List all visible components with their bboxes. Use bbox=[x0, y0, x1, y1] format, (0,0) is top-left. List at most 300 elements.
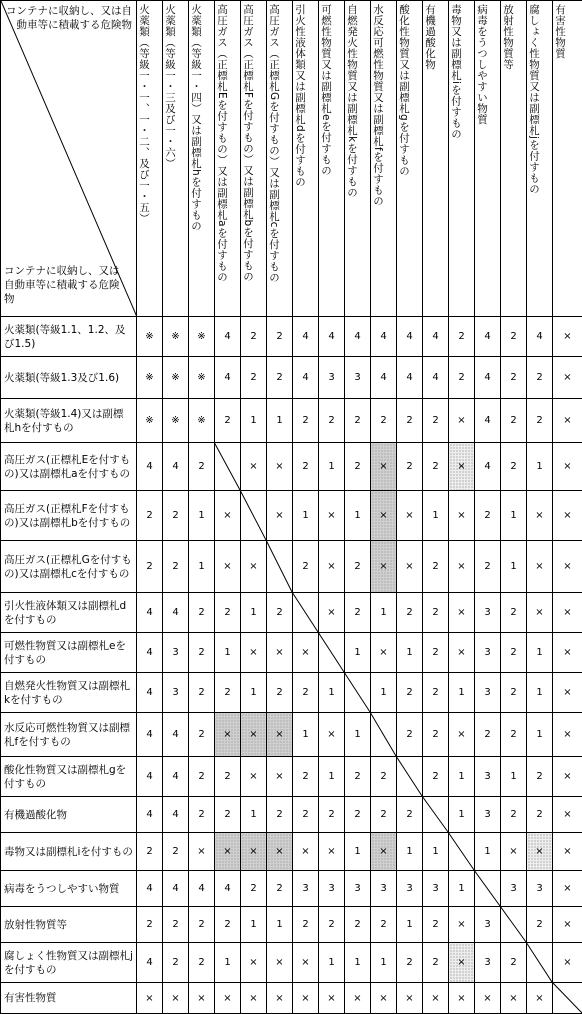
table-cell: 2 bbox=[501, 673, 527, 713]
row-header: 火薬類(等級1.4)又は副標札hを付すもの bbox=[1, 399, 137, 443]
table-cell: 1 bbox=[345, 943, 371, 983]
table-cell: 2 bbox=[137, 491, 163, 541]
table-cell: 1 bbox=[241, 797, 267, 833]
table-cell: ※ bbox=[163, 399, 189, 443]
table-cell: 3 bbox=[371, 871, 397, 907]
table-cell: × bbox=[319, 593, 345, 633]
table-cell: 2 bbox=[397, 713, 423, 757]
table-cell: 2 bbox=[293, 907, 319, 943]
table-cell: 1 bbox=[371, 593, 397, 633]
table-cell: 2 bbox=[241, 871, 267, 907]
table-cell: 2 bbox=[215, 593, 241, 633]
column-header bbox=[241, 1, 267, 317]
table-cell: 1 bbox=[449, 673, 475, 713]
column-header-label: 自燃発火性物質又は副標札kを付すもの bbox=[345, 4, 360, 314]
table-cell: 2 bbox=[163, 833, 189, 871]
table-cell: 2 bbox=[527, 907, 553, 943]
table-row bbox=[1, 713, 582, 757]
table-cell: × bbox=[241, 943, 267, 983]
row-header: 高圧ガス(正標札Fを付すもの)又は副標札bを付すもの bbox=[1, 491, 137, 541]
table-cell: 2 bbox=[267, 871, 293, 907]
table-cell: 2 bbox=[475, 541, 501, 593]
column-header-label: 高圧ガス（正標札Fを付すもの）又は副標札bを付すもの bbox=[241, 4, 256, 314]
table-cell bbox=[215, 443, 241, 491]
table-cell: 2 bbox=[475, 713, 501, 757]
table-cell: × bbox=[527, 491, 553, 541]
table-cell: × bbox=[319, 713, 345, 757]
table-cell bbox=[371, 713, 397, 757]
table-cell: 2 bbox=[293, 541, 319, 593]
table-cell: 2 bbox=[527, 797, 553, 833]
table-cell: 2 bbox=[163, 907, 189, 943]
table-cell: 2 bbox=[449, 357, 475, 399]
corner-cell bbox=[1, 1, 137, 317]
table-cell: 2 bbox=[371, 757, 397, 797]
table-cell: 4 bbox=[423, 317, 449, 357]
table-cell: × bbox=[241, 833, 267, 871]
table-cell: × bbox=[371, 983, 397, 1014]
table-cell: × bbox=[397, 491, 423, 541]
row-header: 引火性液体類又は副標札dを付すもの bbox=[1, 593, 137, 633]
column-header bbox=[267, 1, 293, 317]
table-cell: 2 bbox=[267, 593, 293, 633]
table-cell: 2 bbox=[345, 399, 371, 443]
table-cell: ※ bbox=[163, 357, 189, 399]
table-cell: 2 bbox=[189, 907, 215, 943]
table-cell: × bbox=[137, 983, 163, 1014]
table-cell: 2 bbox=[501, 357, 527, 399]
table-cell: 2 bbox=[267, 357, 293, 399]
table-cell: 1 bbox=[319, 673, 345, 713]
row-header: 有害性物質 bbox=[1, 983, 137, 1014]
table-cell: 1 bbox=[371, 943, 397, 983]
column-header-label: 有害性物質 bbox=[553, 4, 568, 314]
table-cell: 4 bbox=[397, 357, 423, 399]
table-cell: 4 bbox=[163, 443, 189, 491]
table-cell: 1 bbox=[241, 399, 267, 443]
table-cell: × bbox=[215, 541, 241, 593]
column-header-label: 可燃性物質又は副標札eを付すもの bbox=[319, 4, 334, 314]
column-header bbox=[423, 1, 449, 317]
table-cell: 2 bbox=[189, 673, 215, 713]
table-cell: 1 bbox=[527, 633, 553, 673]
row-header: 病毒をうつしやすい物質 bbox=[1, 871, 137, 907]
table-cell: 1 bbox=[371, 673, 397, 713]
table-cell: 1 bbox=[345, 491, 371, 541]
table-cell: 1 bbox=[293, 713, 319, 757]
table-cell: × bbox=[449, 491, 475, 541]
table-cell: 2 bbox=[527, 399, 553, 443]
table-cell: 2 bbox=[293, 673, 319, 713]
table-cell: ※ bbox=[137, 357, 163, 399]
table-cell: 1 bbox=[345, 713, 371, 757]
column-header-label: 病毒をうつしやすい物質 bbox=[475, 4, 490, 314]
table-cell: × bbox=[319, 541, 345, 593]
table-cell: 2 bbox=[241, 357, 267, 399]
table-cell: 1 bbox=[215, 633, 241, 673]
column-header bbox=[553, 1, 582, 317]
table-cell: × bbox=[371, 491, 397, 541]
table-cell: 1 bbox=[319, 443, 345, 491]
row-header: 高圧ガス(正標札Gを付すもの)又は副標札cを付すもの bbox=[1, 541, 137, 593]
table-cell: × bbox=[319, 833, 345, 871]
table-cell: × bbox=[553, 943, 582, 983]
table-cell: 1 bbox=[293, 491, 319, 541]
column-header-label: 火薬類（等級一・四）又は副標札hを付すもの bbox=[189, 4, 204, 314]
table-cell: ※ bbox=[189, 317, 215, 357]
table-cell: × bbox=[293, 633, 319, 673]
table-cell: 2 bbox=[189, 757, 215, 797]
table-cell: × bbox=[215, 491, 241, 541]
table-cell: 1 bbox=[345, 633, 371, 673]
row-header: 火薬類(等級1.1、1.2、及び1.5) bbox=[1, 317, 137, 357]
table-cell: 3 bbox=[475, 907, 501, 943]
table-row bbox=[1, 357, 582, 399]
column-header-label: 放射性物質等 bbox=[501, 4, 516, 314]
table-cell: 3 bbox=[163, 673, 189, 713]
column-header bbox=[189, 1, 215, 317]
table-cell: 2 bbox=[241, 317, 267, 357]
table-cell: × bbox=[267, 633, 293, 673]
table-cell: × bbox=[527, 983, 553, 1014]
table-cell: × bbox=[163, 983, 189, 1014]
row-header: 可燃性物質又は副標札eを付すもの bbox=[1, 633, 137, 673]
table-cell: 3 bbox=[345, 871, 371, 907]
table-cell: 1 bbox=[423, 833, 449, 871]
table-cell: 4 bbox=[137, 443, 163, 491]
table-row bbox=[1, 443, 582, 491]
table-cell: × bbox=[215, 833, 241, 871]
table-cell: 2 bbox=[501, 797, 527, 833]
table-cell: 4 bbox=[293, 357, 319, 399]
table-cell: 4 bbox=[137, 943, 163, 983]
table-cell: 4 bbox=[371, 317, 397, 357]
column-header-label: 高圧ガス（正標札Gを付すもの）又は副標札cを付すもの bbox=[267, 4, 282, 314]
table-cell: × bbox=[553, 797, 582, 833]
table-cell: 1 bbox=[241, 593, 267, 633]
table-cell: × bbox=[527, 593, 553, 633]
table-cell: 3 bbox=[475, 757, 501, 797]
table-cell: × bbox=[527, 833, 553, 871]
table-cell: 2 bbox=[267, 797, 293, 833]
table-cell: 2 bbox=[319, 907, 345, 943]
table-cell: 3 bbox=[475, 673, 501, 713]
table-cell: 2 bbox=[423, 443, 449, 491]
table-row bbox=[1, 541, 582, 593]
row-header: 有機過酸化物 bbox=[1, 797, 137, 833]
table-cell: 3 bbox=[397, 871, 423, 907]
table-cell: 2 bbox=[423, 633, 449, 673]
table-cell: 2 bbox=[345, 907, 371, 943]
table-cell: 4 bbox=[319, 317, 345, 357]
table-cell: 1 bbox=[267, 399, 293, 443]
table-cell: × bbox=[267, 943, 293, 983]
table-cell: × bbox=[345, 983, 371, 1014]
row-header: 火薬類(等級1.3及び1.6) bbox=[1, 357, 137, 399]
table-cell: × bbox=[267, 757, 293, 797]
column-header-label: 腐しょく性物質又は副標札jを付すもの bbox=[527, 4, 542, 314]
table-cell: × bbox=[241, 983, 267, 1014]
table-cell: × bbox=[267, 443, 293, 491]
table-cell: × bbox=[449, 943, 475, 983]
table-row bbox=[1, 593, 582, 633]
table-cell: 2 bbox=[449, 317, 475, 357]
table-cell: 4 bbox=[475, 443, 501, 491]
table-cell: 2 bbox=[423, 673, 449, 713]
table-cell: × bbox=[553, 673, 582, 713]
table-cell bbox=[241, 491, 267, 541]
table-cell: 2 bbox=[423, 399, 449, 443]
table-cell: 2 bbox=[527, 757, 553, 797]
table-cell: 2 bbox=[163, 491, 189, 541]
table-cell: × bbox=[319, 983, 345, 1014]
table-cell: × bbox=[553, 317, 582, 357]
table-cell: × bbox=[267, 491, 293, 541]
table-cell: × bbox=[449, 713, 475, 757]
table-cell: × bbox=[553, 871, 582, 907]
table-cell: 4 bbox=[163, 797, 189, 833]
table-cell: ※ bbox=[137, 399, 163, 443]
table-cell: 1 bbox=[423, 491, 449, 541]
table-cell: 2 bbox=[137, 541, 163, 593]
table-cell: 4 bbox=[137, 713, 163, 757]
table-cell: × bbox=[371, 633, 397, 673]
table-cell: × bbox=[553, 907, 582, 943]
table-cell: × bbox=[241, 713, 267, 757]
table-cell: × bbox=[371, 443, 397, 491]
table-cell: × bbox=[553, 633, 582, 673]
table-cell: 1 bbox=[397, 633, 423, 673]
table-cell: × bbox=[553, 491, 582, 541]
table-cell: 2 bbox=[397, 443, 423, 491]
column-header-label: 毒物又は副標札iを付すもの bbox=[449, 4, 464, 314]
table-cell: 4 bbox=[137, 593, 163, 633]
table-cell: × bbox=[553, 443, 582, 491]
column-header bbox=[371, 1, 397, 317]
table-cell: 4 bbox=[345, 317, 371, 357]
table-cell: × bbox=[241, 443, 267, 491]
table-cell: × bbox=[553, 399, 582, 443]
table-cell: × bbox=[449, 443, 475, 491]
column-header bbox=[397, 1, 423, 317]
table-cell: 2 bbox=[293, 797, 319, 833]
table-cell: × bbox=[449, 907, 475, 943]
table-cell: 4 bbox=[137, 757, 163, 797]
table-cell: 2 bbox=[319, 399, 345, 443]
table-cell: 2 bbox=[501, 593, 527, 633]
column-header bbox=[319, 1, 345, 317]
table-cell: 1 bbox=[319, 757, 345, 797]
column-header bbox=[501, 1, 527, 317]
table-cell: 4 bbox=[397, 317, 423, 357]
table-cell: 4 bbox=[475, 357, 501, 399]
table-cell: 1 bbox=[267, 907, 293, 943]
column-header bbox=[137, 1, 163, 317]
table-cell: 2 bbox=[397, 943, 423, 983]
table-cell: × bbox=[527, 541, 553, 593]
table-cell: × bbox=[553, 757, 582, 797]
table-cell: × bbox=[397, 983, 423, 1014]
table-cell: × bbox=[501, 983, 527, 1014]
table-cell: 3 bbox=[319, 871, 345, 907]
table-cell: × bbox=[553, 541, 582, 593]
table-cell: 2 bbox=[501, 317, 527, 357]
table-cell: × bbox=[449, 593, 475, 633]
column-header-label: 火薬類（等級一・一、一・二、及び一・五） bbox=[137, 4, 152, 314]
table-cell: × bbox=[449, 399, 475, 443]
table-row bbox=[1, 943, 582, 983]
table-cell: 3 bbox=[293, 871, 319, 907]
table-cell: 2 bbox=[345, 541, 371, 593]
column-header-label: 有機過酸化物 bbox=[423, 4, 438, 314]
table-cell: 1 bbox=[345, 833, 371, 871]
column-header-label: 水反応可燃性物質又は副標札fを付すもの bbox=[371, 4, 386, 314]
table-cell: 2 bbox=[345, 593, 371, 633]
table-cell: 4 bbox=[475, 399, 501, 443]
table-cell bbox=[319, 633, 345, 673]
table-cell: 2 bbox=[423, 943, 449, 983]
table-cell: 1 bbox=[397, 833, 423, 871]
table-cell: 1 bbox=[501, 541, 527, 593]
table-cell: 3 bbox=[475, 943, 501, 983]
table-cell: 2 bbox=[397, 673, 423, 713]
table-cell bbox=[345, 673, 371, 713]
table-cell: 4 bbox=[137, 633, 163, 673]
table-cell: 2 bbox=[423, 541, 449, 593]
table-cell: × bbox=[293, 833, 319, 871]
table-cell: 1 bbox=[475, 833, 501, 871]
column-header bbox=[527, 1, 553, 317]
header-row bbox=[1, 1, 582, 317]
table-cell: 2 bbox=[501, 443, 527, 491]
table-cell: 2 bbox=[215, 399, 241, 443]
table-cell: 1 bbox=[449, 757, 475, 797]
corner-diagonal bbox=[1, 1, 137, 317]
table-cell bbox=[449, 833, 475, 871]
column-header bbox=[215, 1, 241, 317]
table-cell: 2 bbox=[345, 797, 371, 833]
table-cell: 1 bbox=[527, 443, 553, 491]
table-cell: × bbox=[397, 541, 423, 593]
column-header-label: 酸化性物質又は副標札gを付すもの bbox=[397, 4, 412, 314]
table-cell: 2 bbox=[423, 713, 449, 757]
table-cell: 1 bbox=[397, 907, 423, 943]
table-cell: 2 bbox=[371, 797, 397, 833]
table-cell: 1 bbox=[241, 907, 267, 943]
row-header: 放射性物質等 bbox=[1, 907, 137, 943]
table-cell: 2 bbox=[215, 907, 241, 943]
table-cell: 2 bbox=[189, 797, 215, 833]
table-row bbox=[1, 317, 582, 357]
table-cell bbox=[267, 541, 293, 593]
table-cell: 3 bbox=[475, 797, 501, 833]
table-cell: 4 bbox=[163, 871, 189, 907]
table-cell: 2 bbox=[189, 943, 215, 983]
column-header bbox=[293, 1, 319, 317]
corner-top-label: コンテナに収納し、又は自動車等に積載する危険物 bbox=[6, 4, 132, 32]
table-cell: 3 bbox=[527, 871, 553, 907]
column-header-label: 高圧ガス（正標札Eを付すもの）又は副標札aを付すもの bbox=[215, 4, 230, 314]
table-cell: 4 bbox=[137, 871, 163, 907]
table-cell: 2 bbox=[293, 757, 319, 797]
table-cell: × bbox=[241, 633, 267, 673]
column-header bbox=[475, 1, 501, 317]
table-cell: 2 bbox=[267, 673, 293, 713]
table-cell: × bbox=[293, 943, 319, 983]
table-cell: 1 bbox=[215, 943, 241, 983]
table-cell: 1 bbox=[241, 673, 267, 713]
table-cell: 2 bbox=[527, 357, 553, 399]
table-cell: 2 bbox=[501, 399, 527, 443]
table-cell: 2 bbox=[293, 443, 319, 491]
table-row bbox=[1, 757, 582, 797]
table-cell: × bbox=[371, 833, 397, 871]
table-cell: × bbox=[423, 983, 449, 1014]
table-cell bbox=[397, 757, 423, 797]
table-cell: 2 bbox=[293, 399, 319, 443]
corner-left-label: コンテナに収納し、又は自動車等に積載する危険物 bbox=[4, 264, 124, 306]
table-cell: 4 bbox=[137, 673, 163, 713]
table-cell: × bbox=[267, 713, 293, 757]
table-cell bbox=[475, 871, 501, 907]
table-cell: 4 bbox=[215, 871, 241, 907]
table-row bbox=[1, 907, 582, 943]
table-cell: × bbox=[371, 541, 397, 593]
table-cell: 4 bbox=[215, 317, 241, 357]
table-cell: 2 bbox=[501, 633, 527, 673]
table-cell: 3 bbox=[475, 633, 501, 673]
table-cell: 3 bbox=[475, 593, 501, 633]
table-cell: × bbox=[553, 713, 582, 757]
table-cell: 4 bbox=[293, 317, 319, 357]
table-cell: ※ bbox=[189, 399, 215, 443]
table-cell: 3 bbox=[501, 871, 527, 907]
table-row bbox=[1, 633, 582, 673]
column-header bbox=[449, 1, 475, 317]
table-cell: × bbox=[319, 491, 345, 541]
table-cell: 4 bbox=[163, 713, 189, 757]
table-cell: 2 bbox=[423, 757, 449, 797]
table-cell: 2 bbox=[137, 833, 163, 871]
table-cell: 4 bbox=[423, 357, 449, 399]
table-cell: × bbox=[293, 983, 319, 1014]
table-cell: 2 bbox=[215, 797, 241, 833]
table-row bbox=[1, 833, 582, 871]
table-cell: 2 bbox=[423, 907, 449, 943]
table-cell: 1 bbox=[319, 943, 345, 983]
table-cell bbox=[501, 907, 527, 943]
table-cell: × bbox=[475, 983, 501, 1014]
table-cell: 1 bbox=[501, 757, 527, 797]
table-row bbox=[1, 983, 582, 1014]
table-cell: 3 bbox=[319, 357, 345, 399]
table-cell: 4 bbox=[163, 593, 189, 633]
table-cell bbox=[527, 943, 553, 983]
row-header: 酸化性物質又は副標札gを付すもの bbox=[1, 757, 137, 797]
table-row bbox=[1, 491, 582, 541]
table-cell bbox=[423, 797, 449, 833]
table-cell: 4 bbox=[527, 317, 553, 357]
table-cell: × bbox=[215, 983, 241, 1014]
table-cell: 4 bbox=[475, 317, 501, 357]
table-cell: 2 bbox=[345, 757, 371, 797]
table-cell: 2 bbox=[397, 399, 423, 443]
table-cell: 2 bbox=[189, 633, 215, 673]
table-cell bbox=[553, 983, 582, 1014]
table-cell: × bbox=[553, 833, 582, 871]
table-row bbox=[1, 797, 582, 833]
table-cell: 2 bbox=[163, 541, 189, 593]
